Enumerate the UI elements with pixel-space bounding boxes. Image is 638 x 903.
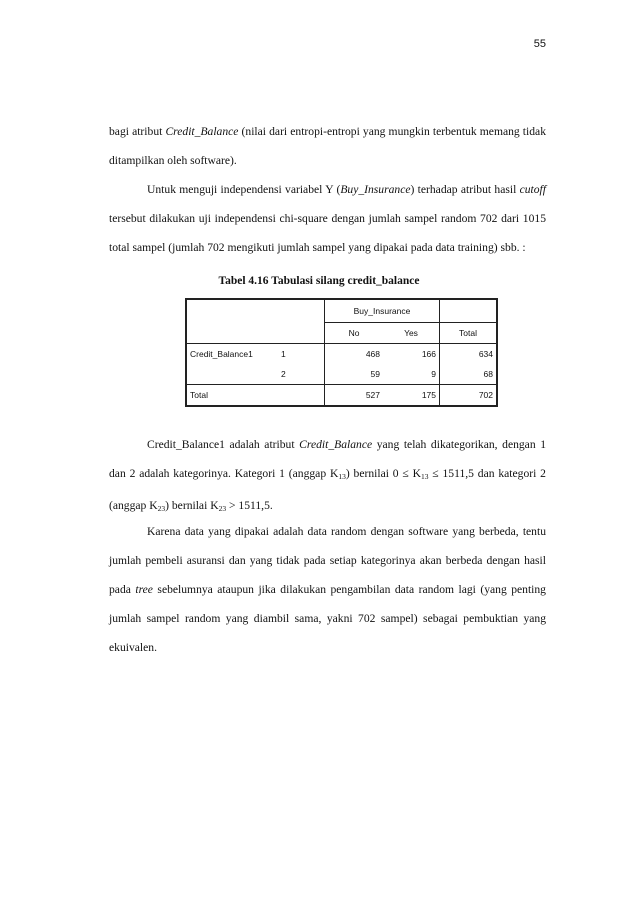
total-row-label: Total <box>186 385 325 407</box>
subscript-13-a: 13 <box>338 472 346 481</box>
col-header-no: No <box>325 323 384 344</box>
paragraph-1-text-b: (nilai dari entropi-entropi yang mungkin terbentuk memang tidak ditampilkan oleh software). <box>109 125 546 167</box>
paragraph-1 <box>109 117 546 175</box>
cell-2-no: 59 <box>370 369 380 379</box>
paragraph-3 <box>109 430 546 523</box>
crosstab-table <box>185 298 498 407</box>
row-category-2: 2 <box>278 364 325 385</box>
subscript-13-b: 13 <box>420 472 429 481</box>
cell-2-total: 68 <box>483 369 493 379</box>
paragraph-3-text-a: Credit_Balance1 adalah atribut <box>147 438 300 451</box>
cell-1-no: 468 <box>365 349 380 359</box>
paragraph-2-text-c: tersebut dilakukan uji independensi chi-square dengan jumlah sampel random 702 dari 1015 total sampel (jumlah 702 mengikuti jumlah sampel yang dipakai pada data training) sbb. : <box>109 212 546 254</box>
paragraph-1-italic-term: Credit_Balance <box>165 125 239 138</box>
page-number: 55 <box>533 38 546 50</box>
total-header-spacer <box>440 299 498 323</box>
paragraph-3-text-b: yang telah dikategorikan, dengan 1 dan 2 adalah kategorinya. Kategori 1 (anggap K <box>109 438 546 480</box>
grand-total: 702 <box>440 385 498 407</box>
paragraph-2-text-b: ) terhadap atribut hasil <box>410 183 520 196</box>
paragraph-1-text-a: bagi atribut <box>109 125 166 138</box>
row-category-1: 1 <box>278 344 325 365</box>
cell-1-total: 634 <box>478 349 493 359</box>
table-caption: Tabel 4.16 Tabulasi silang credit_balance <box>218 275 420 287</box>
subscript-23-b: 23 <box>218 504 227 513</box>
total-yes: 175 <box>383 385 440 407</box>
col-header-total: Total <box>440 323 498 344</box>
paragraph-3-text-d: ≤ 1511,5 dan kategori 2 (anggap K <box>109 467 546 512</box>
subscript-23-a: 23 <box>157 504 166 513</box>
paragraph-3-text-c: ) bernilai 0 ≤ K <box>345 467 421 480</box>
row-variable-label: Credit_Balance1 <box>190 349 253 359</box>
paragraph-3-italic-term: Credit_Balance <box>299 438 373 451</box>
paragraph-4-text-a: Karena data yang dipakai adalah data random dengan software yang berbeda, tentu jumlah pembeli asuransi dan yang tidak pada setiap kategorinya akan berbeda dengan hasil pada <box>109 525 546 596</box>
row-variable-blank <box>186 364 278 385</box>
cell-1-yes: 166 <box>383 344 440 365</box>
corner-cell <box>186 299 278 344</box>
paragraph-4-text-b: sebelumnya ataupun jika dilakukan pengambilan data random lagi (yang penting jumlah sampel random yang diambil sama, yakni 702 sampel) sebagai pembuktian yang ekuivalen. <box>109 583 546 654</box>
group-header-buy-insurance: Buy_Insurance <box>325 299 440 323</box>
paragraph-2-text-a: Untuk menguji independensi variabel Y ( <box>147 183 341 196</box>
corner-cell-2 <box>278 299 325 344</box>
paragraph-4-italic-term: tree <box>135 583 153 596</box>
crosstab-table-container <box>185 298 498 407</box>
paragraph-2-italic-term-2: cutoff <box>519 183 546 196</box>
paragraph-2-italic-term-1: Buy_Insurance <box>340 183 411 196</box>
paragraph-3-text-e: ) bernilai K <box>165 499 219 512</box>
total-no: 527 <box>325 385 384 407</box>
paragraph-2 <box>109 175 546 262</box>
paragraph-4 <box>109 517 546 662</box>
cell-2-yes: 9 <box>383 364 440 385</box>
col-header-yes: Yes <box>383 323 440 344</box>
paragraph-3-text-f: > 1511,5. <box>226 499 273 512</box>
